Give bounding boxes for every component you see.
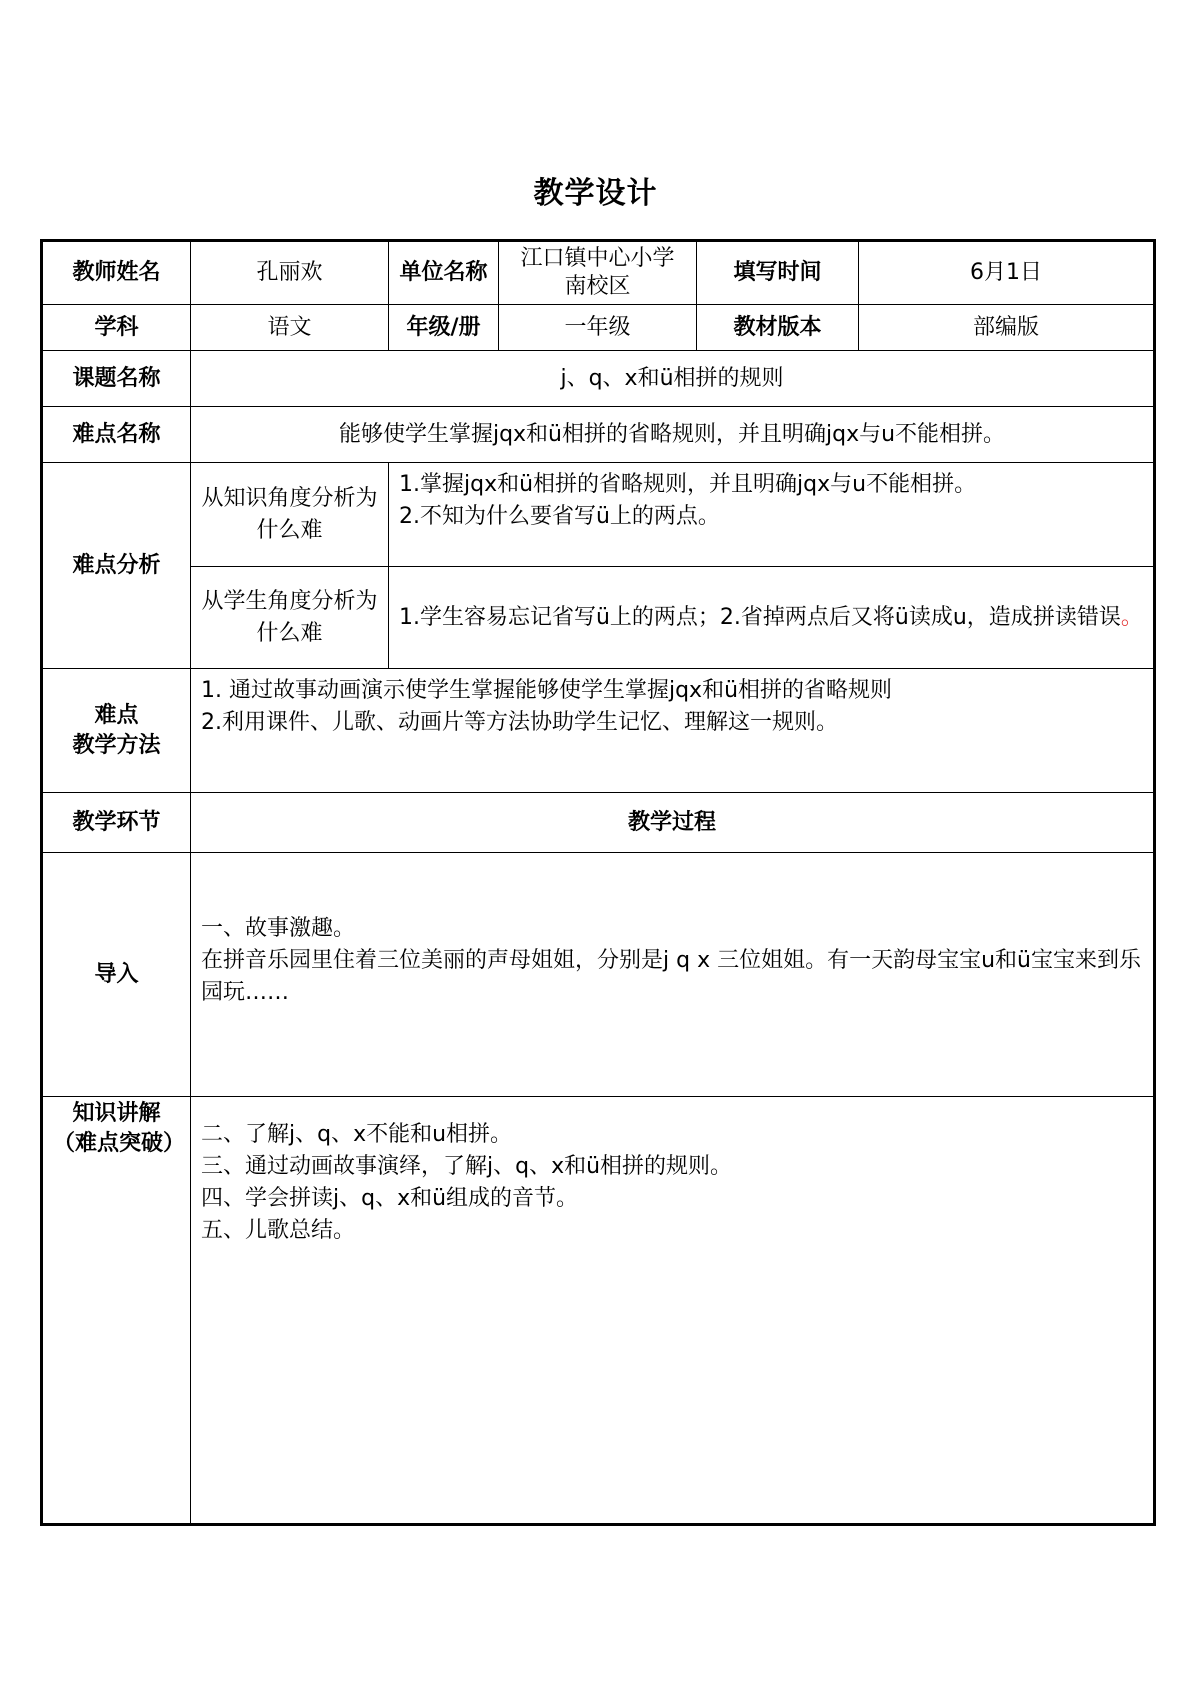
knowledge-label-line-1: 知识讲解 — [72, 1101, 161, 1126]
lesson-design-table — [40, 239, 1156, 1526]
student-angle-text: 1.学生容易忘记省写ü上的两点；2.省掉两点后又将ü读成u，造成拼读错误 — [399, 604, 1121, 630]
info-row-2 — [42, 305, 1155, 351]
knowledge-angle-content — [389, 463, 1155, 567]
edition-value: 部编版 — [859, 305, 1155, 351]
method-label — [42, 669, 191, 793]
intro-line-2: 在拼音乐园里住着三位美丽的声母姐姐，分别是j q x 三位姐姐。有一天韵母宝宝u和ü宝宝来到乐园玩…… — [201, 948, 1141, 1005]
difficulty-row — [42, 407, 1155, 463]
knowledge-label-line-2: （难点突破） — [53, 1131, 186, 1156]
unit-value — [499, 241, 697, 305]
intro-label: 导入 — [42, 853, 191, 1097]
document-title: 教学设计 — [533, 176, 658, 211]
subject-value: 语文 — [191, 305, 389, 351]
info-row-1 — [42, 241, 1155, 305]
knowledge-label — [42, 1097, 191, 1525]
difficulty-value: 能够使学生掌握jqx和ü相拼的省略规则，并且明确jqx与u不能相拼。 — [191, 407, 1155, 463]
edition-label: 教材版本 — [697, 305, 859, 351]
grade-label: 年级/册 — [389, 305, 499, 351]
student-angle-label: 从学生角度分析为什么难 — [191, 567, 389, 669]
knowledge-step-2: 二、了解j、q、x不能和u相拼。 — [201, 1122, 513, 1147]
analysis-label: 难点分析 — [42, 463, 191, 669]
unit-value-line-2: 南校区 — [564, 274, 631, 299]
date-label: 填写时间 — [697, 241, 859, 305]
date-value: 6月1日 — [859, 241, 1155, 305]
unit-value-line-1: 江口镇中心小学 — [520, 246, 675, 271]
knowledge-row — [42, 1097, 1155, 1525]
process-header: 教学过程 — [191, 793, 1155, 853]
topic-row — [42, 351, 1155, 407]
knowledge-step-5: 五、儿歌总结。 — [201, 1218, 356, 1243]
knowledge-line-1: 1.掌握jqx和ü相拼的省略规则，并且明确jqx与u不能相拼。 — [399, 472, 977, 497]
topic-value: j、q、x和ü相拼的规则 — [191, 351, 1155, 407]
knowledge-line-2: 2.不知为什么要省写ü上的两点。 — [399, 504, 720, 529]
process-header-row — [42, 793, 1155, 853]
intro-content — [191, 853, 1155, 1097]
analysis-knowledge-row — [42, 463, 1155, 567]
teacher-value: 孔丽欢 — [191, 241, 389, 305]
difficulty-label: 难点名称 — [42, 407, 191, 463]
knowledge-angle-label: 从知识角度分析为什么难 — [191, 463, 389, 567]
method-line-2: 2.利用课件、儿歌、动画片等方法协助学生记忆、理解这一规则。 — [201, 710, 838, 735]
intro-row — [42, 853, 1155, 1097]
teacher-label: 教师姓名 — [42, 241, 191, 305]
student-angle-content — [389, 567, 1155, 669]
topic-label: 课题名称 — [42, 351, 191, 407]
method-content — [191, 669, 1155, 793]
method-row — [42, 669, 1155, 793]
intro-line-1: 一、故事激趣。 — [201, 916, 356, 941]
knowledge-content — [191, 1097, 1155, 1525]
method-line-1: 1. 通过故事动画演示使学生掌握能够使学生掌握jqx和ü相拼的省略规则 — [201, 678, 893, 703]
unit-label: 单位名称 — [389, 241, 499, 305]
stage-header: 教学环节 — [42, 793, 191, 853]
method-label-line-2: 教学方法 — [72, 732, 161, 758]
knowledge-step-3: 三、通过动画故事演绎，了解j、q、x和ü相拼的规则。 — [201, 1154, 733, 1179]
knowledge-step-4: 四、学会拼读j、q、x和ü组成的音节。 — [201, 1186, 579, 1211]
method-label-line-1: 难点 — [94, 702, 139, 728]
student-angle-end-mark: 。 — [1120, 604, 1143, 630]
subject-label: 学科 — [42, 305, 191, 351]
analysis-student-row — [42, 567, 1155, 669]
grade-value: 一年级 — [499, 305, 697, 351]
